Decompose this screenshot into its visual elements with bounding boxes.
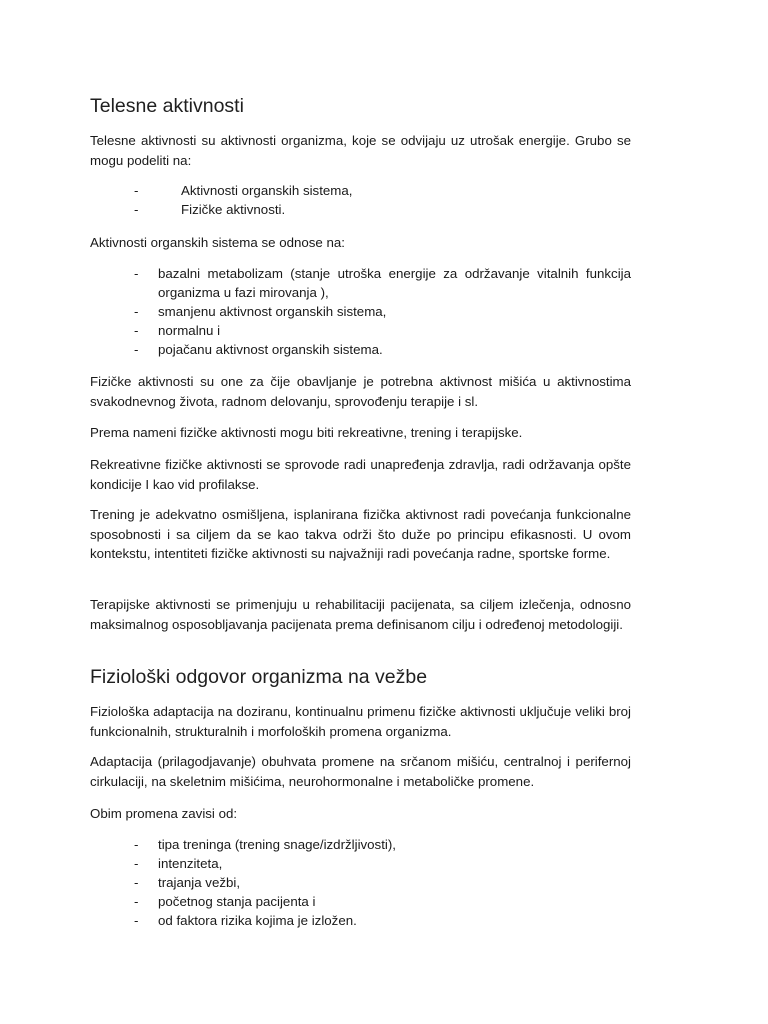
- heading-fizioloski-odgovor: Fiziološki odgovor organizma na vežbe: [90, 666, 428, 688]
- document-page: Telesne aktivnosti Telesne aktivnosti su aktivnosti organizma, koje se odvijaju uz utrošak energije. Grubo se mogu podeliti na: - Aktivnosti organskih sistema, - Fizičke aktivnosti. Aktivnosti organskih sistema se odnose na: - bazalni metabolizam (stanje utroška energije za održavanje vitalnih funkcija organizma u fazi mirovanja ), - smanjenu aktivnost organskih sistema, - normalnu i - pojačanu aktivnost organskih sistema. Fizičke aktivnosti su one za čije obavljanje je potrebna aktivnost mišića u aktivnostima svakodnevnog života, radnom delovanju, sprovođenju terapije i sl. Prema nameni fizičke aktivnosti mogu biti rekreativne, trening i terapijske. Rekreativne fizičke aktivnosti se sprovode radi unapređenja zdravlja, radi održavanja opšte kondicije I kao vid profilakse. Trening je adekvatno osmišljena, isplanirana fizička aktivnost radi povećanja funkcionalne sposobnosti i sa ciljem da se kao takva održi što duže po principu efikasnosti. U ovom kontekstu, intentiteti fizičke aktivnosti su najvažniji radi povećanja radne, sportske forme. Terapijske aktivnosti se primenjuju u rehabilitaciji pacijenata, sa ciljem izlečenja, odnosno maksimalnog osposobljavanja pacijenata prema definisanom cilju i određenoj metodologiji. Fiziološki odgovor organizma na vežbe Fiziološka adaptacija na doziranu, kontinualnu primenu fizičke aktivnosti uključuje veliki broj funkcionalnih, strukturalnih i morfoloških promena organizma. Adaptacija (prilagodjavanje) obuhvata promene na srčanom mišiću, centralnoj i perifernoj cirkulaciji, na skeletnim mišićima, neurohormonalne i metaboličke promene. Obim promena zavisi od: - tipa treninga (trening snage/izdržljivosti), - intenziteta, - trajanja vežbi, - početnog stanja pacijenta i - od faktora rizika kojima je izložen.: [0, 0, 768, 1024]
- list-item: - pojačanu aktivnost organskih sistema.: [134, 342, 383, 357]
- paragraph-scope: Obim promena zavisi od:: [90, 806, 238, 821]
- paragraph-intro: Telesne aktivnosti su aktivnosti organizma, koje se odvijaju uz utrošak energije. Grubo se mogu podeliti na:: [90, 133, 631, 168]
- paragraph-purpose: Prema nameni fizičke aktivnosti mogu biti rekreativne, trening i terapijske.: [90, 425, 523, 440]
- paragraph-adaptation-changes: Adaptacija (prilagodjavanje) obuhvata promene na srčanom mišiću, centralnoj i perifernoj cirkulaciji, na skeletnim mišićima, neurohormonalne i metaboličke promene.: [90, 754, 631, 789]
- list-item: - bazalni metabolizam (stanje utroška energije za održavanje vitalnih funkcija organizma u fazi mirovanja ),: [134, 266, 631, 300]
- heading-telesne-aktivnosti: Telesne aktivnosti: [90, 95, 244, 117]
- paragraph-training: Trening je adekvatno osmišljena, isplanirana fizička aktivnost radi povećanja funkcionalne sposobnosti i sa ciljem da se kao takva održi što duže po principu efikasnosti. U ovom kontekstu, intentiteti fizičke aktivnosti su najvažniji radi povećanja radne, sportske forme.: [90, 507, 631, 561]
- paragraph-recreational: Rekreativne fizičke aktivnosti se sprovode radi unapređenja zdravlja, radi održavanja opšte kondicije I kao vid profilakse.: [90, 457, 631, 492]
- paragraph-organ-systems: Aktivnosti organskih sistema se odnose na:: [90, 235, 345, 250]
- paragraph-adaptation: Fiziološka adaptacija na doziranu, kontinualnu primenu fizičke aktivnosti uključuje veliki broj funkcionalnih, strukturalnih i morfoloških promena organizma.: [90, 704, 631, 739]
- paragraph-physical-activities: Fizičke aktivnosti su one za čije obavljanje je potrebna aktivnost mišića u aktivnostima svakodnevnog života, radnom delovanju, sprovođenju terapije i sl.: [90, 374, 631, 409]
- list-item: - smanjenu aktivnost organskih sistema,: [134, 304, 387, 319]
- list-item: - normalnu i: [134, 323, 221, 338]
- paragraph-therapeutic: Terapijske aktivnosti se primenjuju u rehabilitaciji pacijenata, sa ciljem izlečenja, odnosno maksimalnog osposobljavanja pacijenata prema definisanom cilju i određenoj metodologiji.: [90, 597, 631, 632]
- list-organ-activities: [0, 264, 631, 359]
